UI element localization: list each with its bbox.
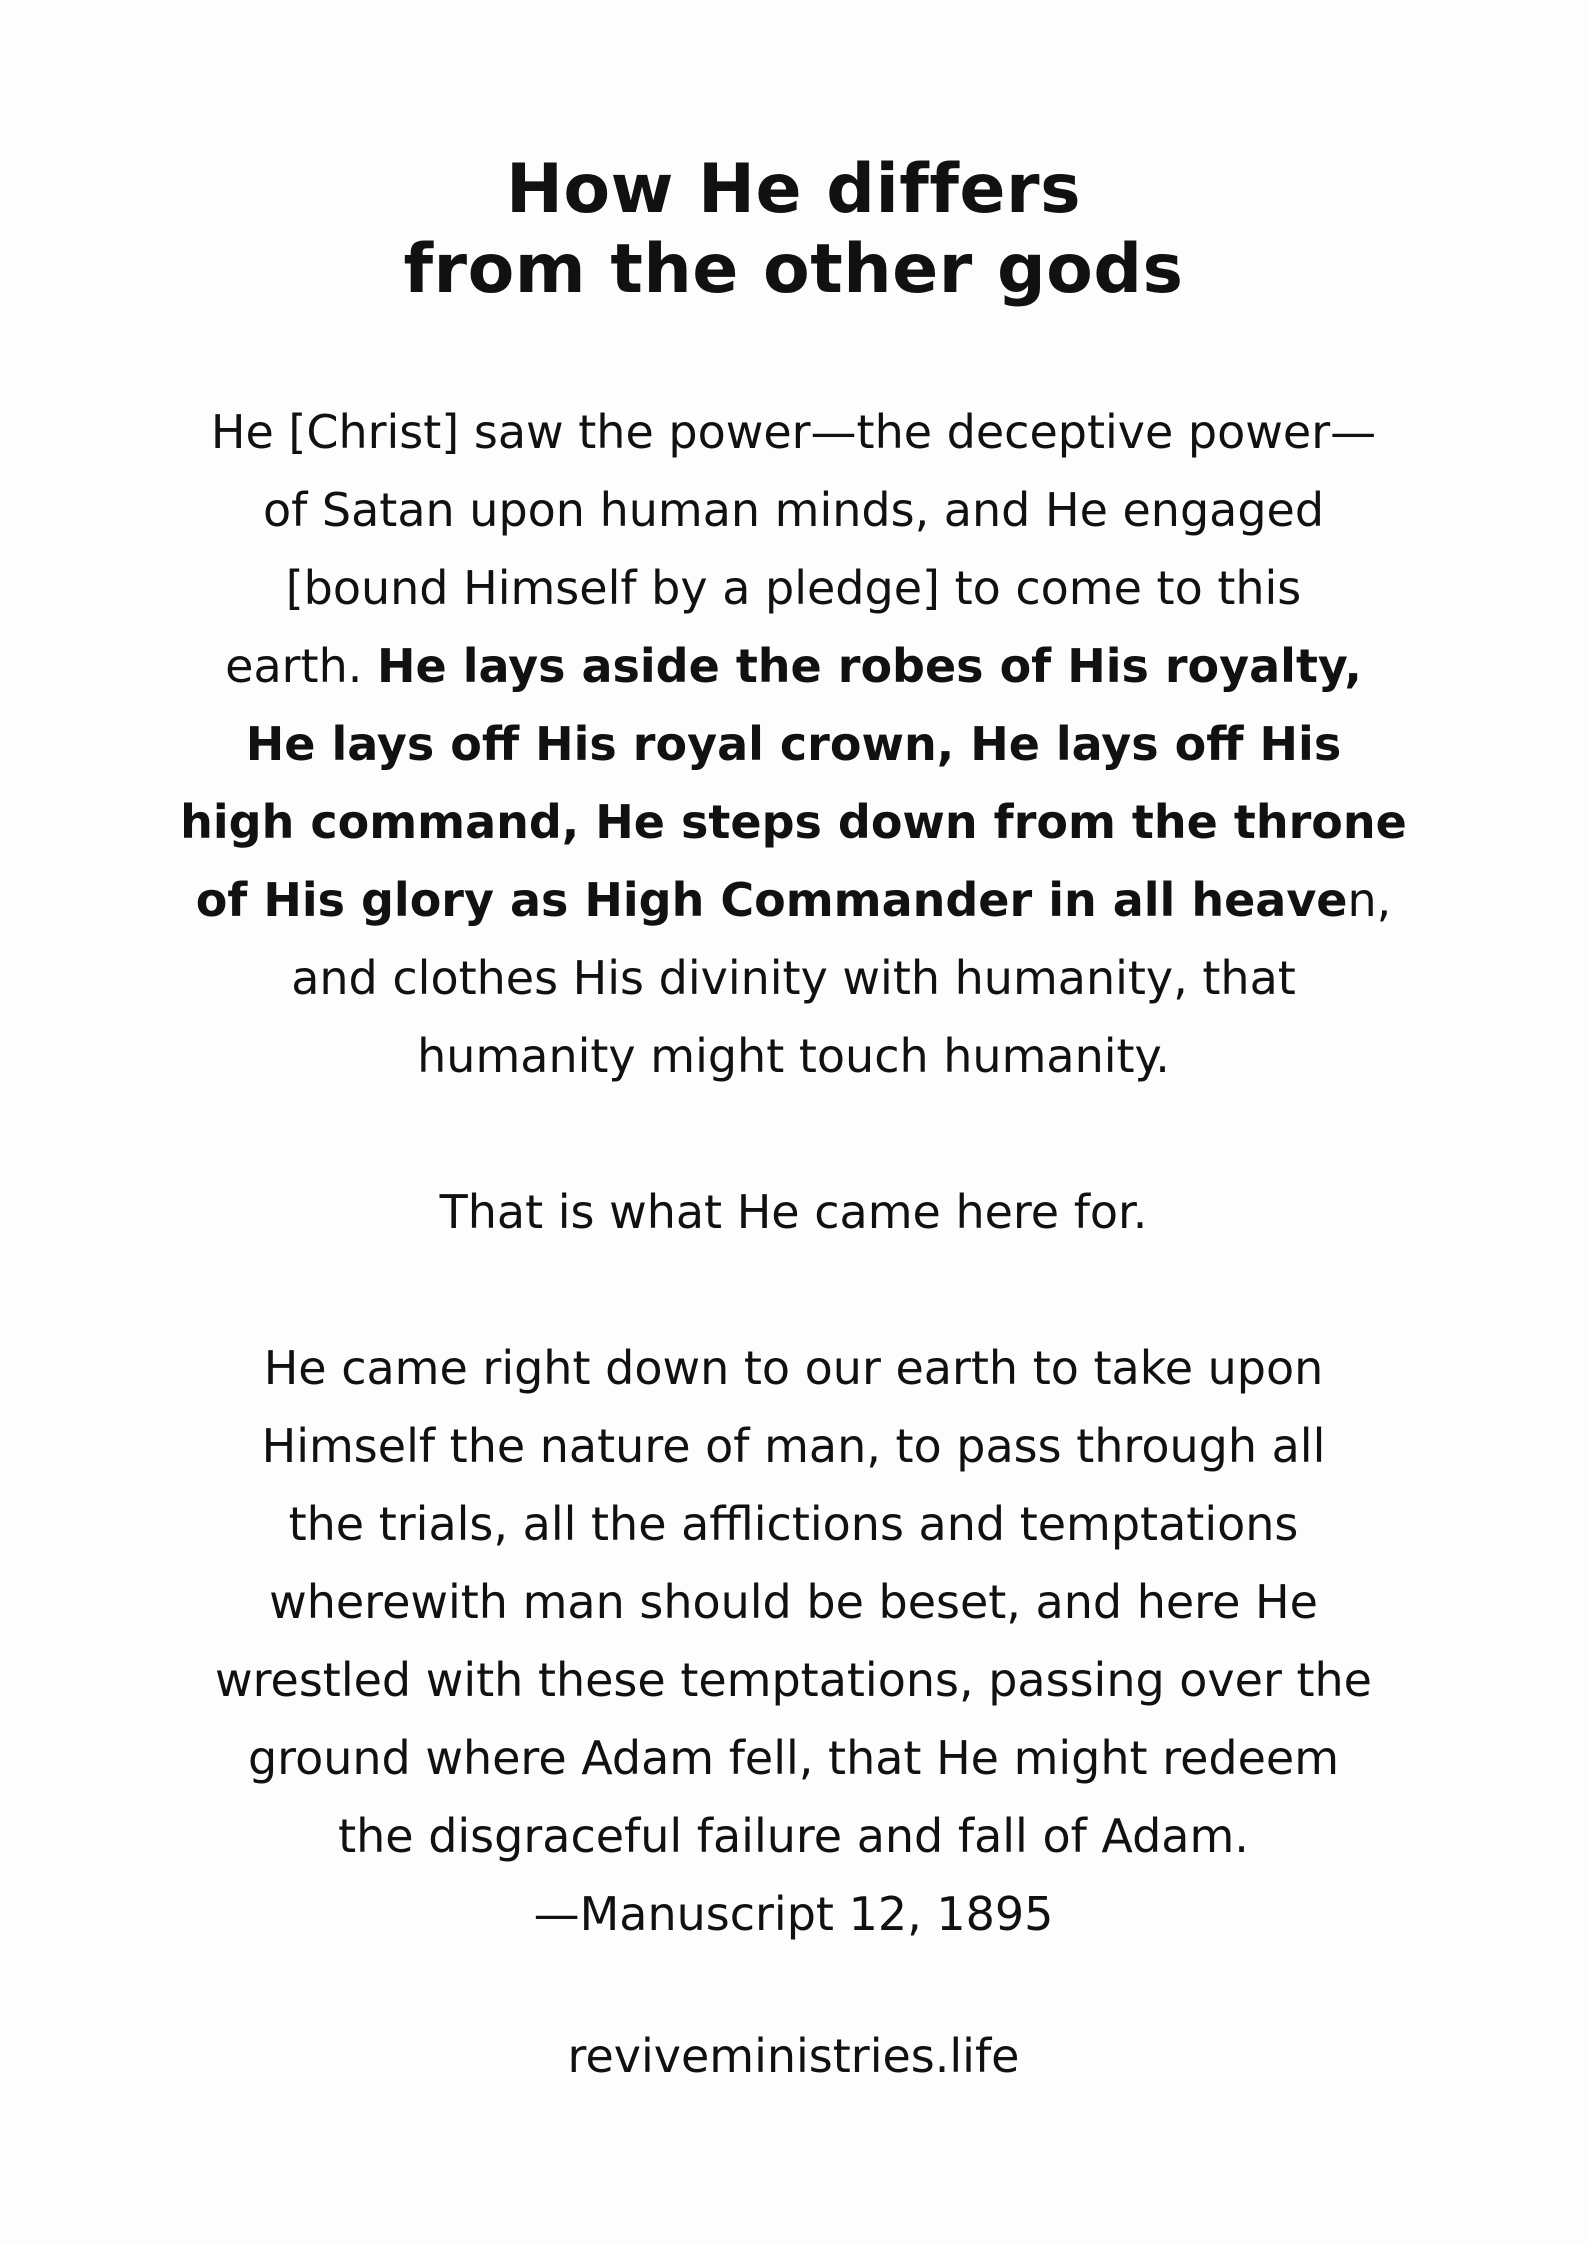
quote-text-emphasis: He lays aside the robes of His royalty, (377, 639, 1362, 693)
quote-line: Himself the nature of man, to pass through all (261, 1419, 1326, 1473)
quote-citation: —Manuscript 12, 1895 (533, 1887, 1054, 1941)
quote-paragraph-3 (150, 1329, 1437, 1953)
quote-line: He came right down to our earth to take upon (263, 1341, 1324, 1395)
quote-text-emphasis: high command, He steps down from the throne (180, 795, 1407, 849)
quote-line: the trials, all the afflictions and temptations (288, 1497, 1299, 1551)
quote-line: He [Christ] saw the power—the deceptive power— (210, 405, 1377, 459)
quote-line-emphasis (150, 705, 1437, 783)
quote-paragraph-2 (150, 1173, 1437, 1251)
quote-line: wrestled with these temptations, passing over the (215, 1653, 1372, 1707)
page-title (0, 150, 1587, 310)
footer-website (150, 2017, 1437, 2095)
title-line-1: How He differs (505, 150, 1082, 229)
quote-line-mixed (150, 861, 1437, 939)
title-line-2: from the other gods (403, 230, 1184, 309)
quote-text-plain: n, (1347, 873, 1392, 927)
quote-paragraph-1 (150, 393, 1437, 1095)
quote-text-plain: earth. (225, 639, 377, 693)
quote-line-mixed (150, 627, 1437, 705)
quote-line: That is what He came here for. (439, 1185, 1148, 1239)
quote-line: [bound Himself by a pledge] to come to this (285, 561, 1302, 615)
website-text: reviveministries.life (567, 2029, 1020, 2083)
quote-line: the disgraceful failure and fall of Adam. (338, 1809, 1249, 1863)
quote-text-emphasis: He lays off His royal crown, He lays off His (245, 717, 1342, 771)
quote-line: and clothes His divinity with humanity, that (291, 951, 1296, 1005)
quote-line: wherewith man should be beset, and here He (269, 1575, 1318, 1629)
quote-line: ground where Adam fell, that He might redeem (247, 1731, 1340, 1785)
quote-text-emphasis: of His glory as High Commander in all heave (195, 873, 1348, 927)
quote-line-emphasis (150, 783, 1437, 861)
quote-line: of Satan upon human minds, and He engaged (262, 483, 1325, 537)
quote-line: humanity might touch humanity. (417, 1029, 1170, 1083)
